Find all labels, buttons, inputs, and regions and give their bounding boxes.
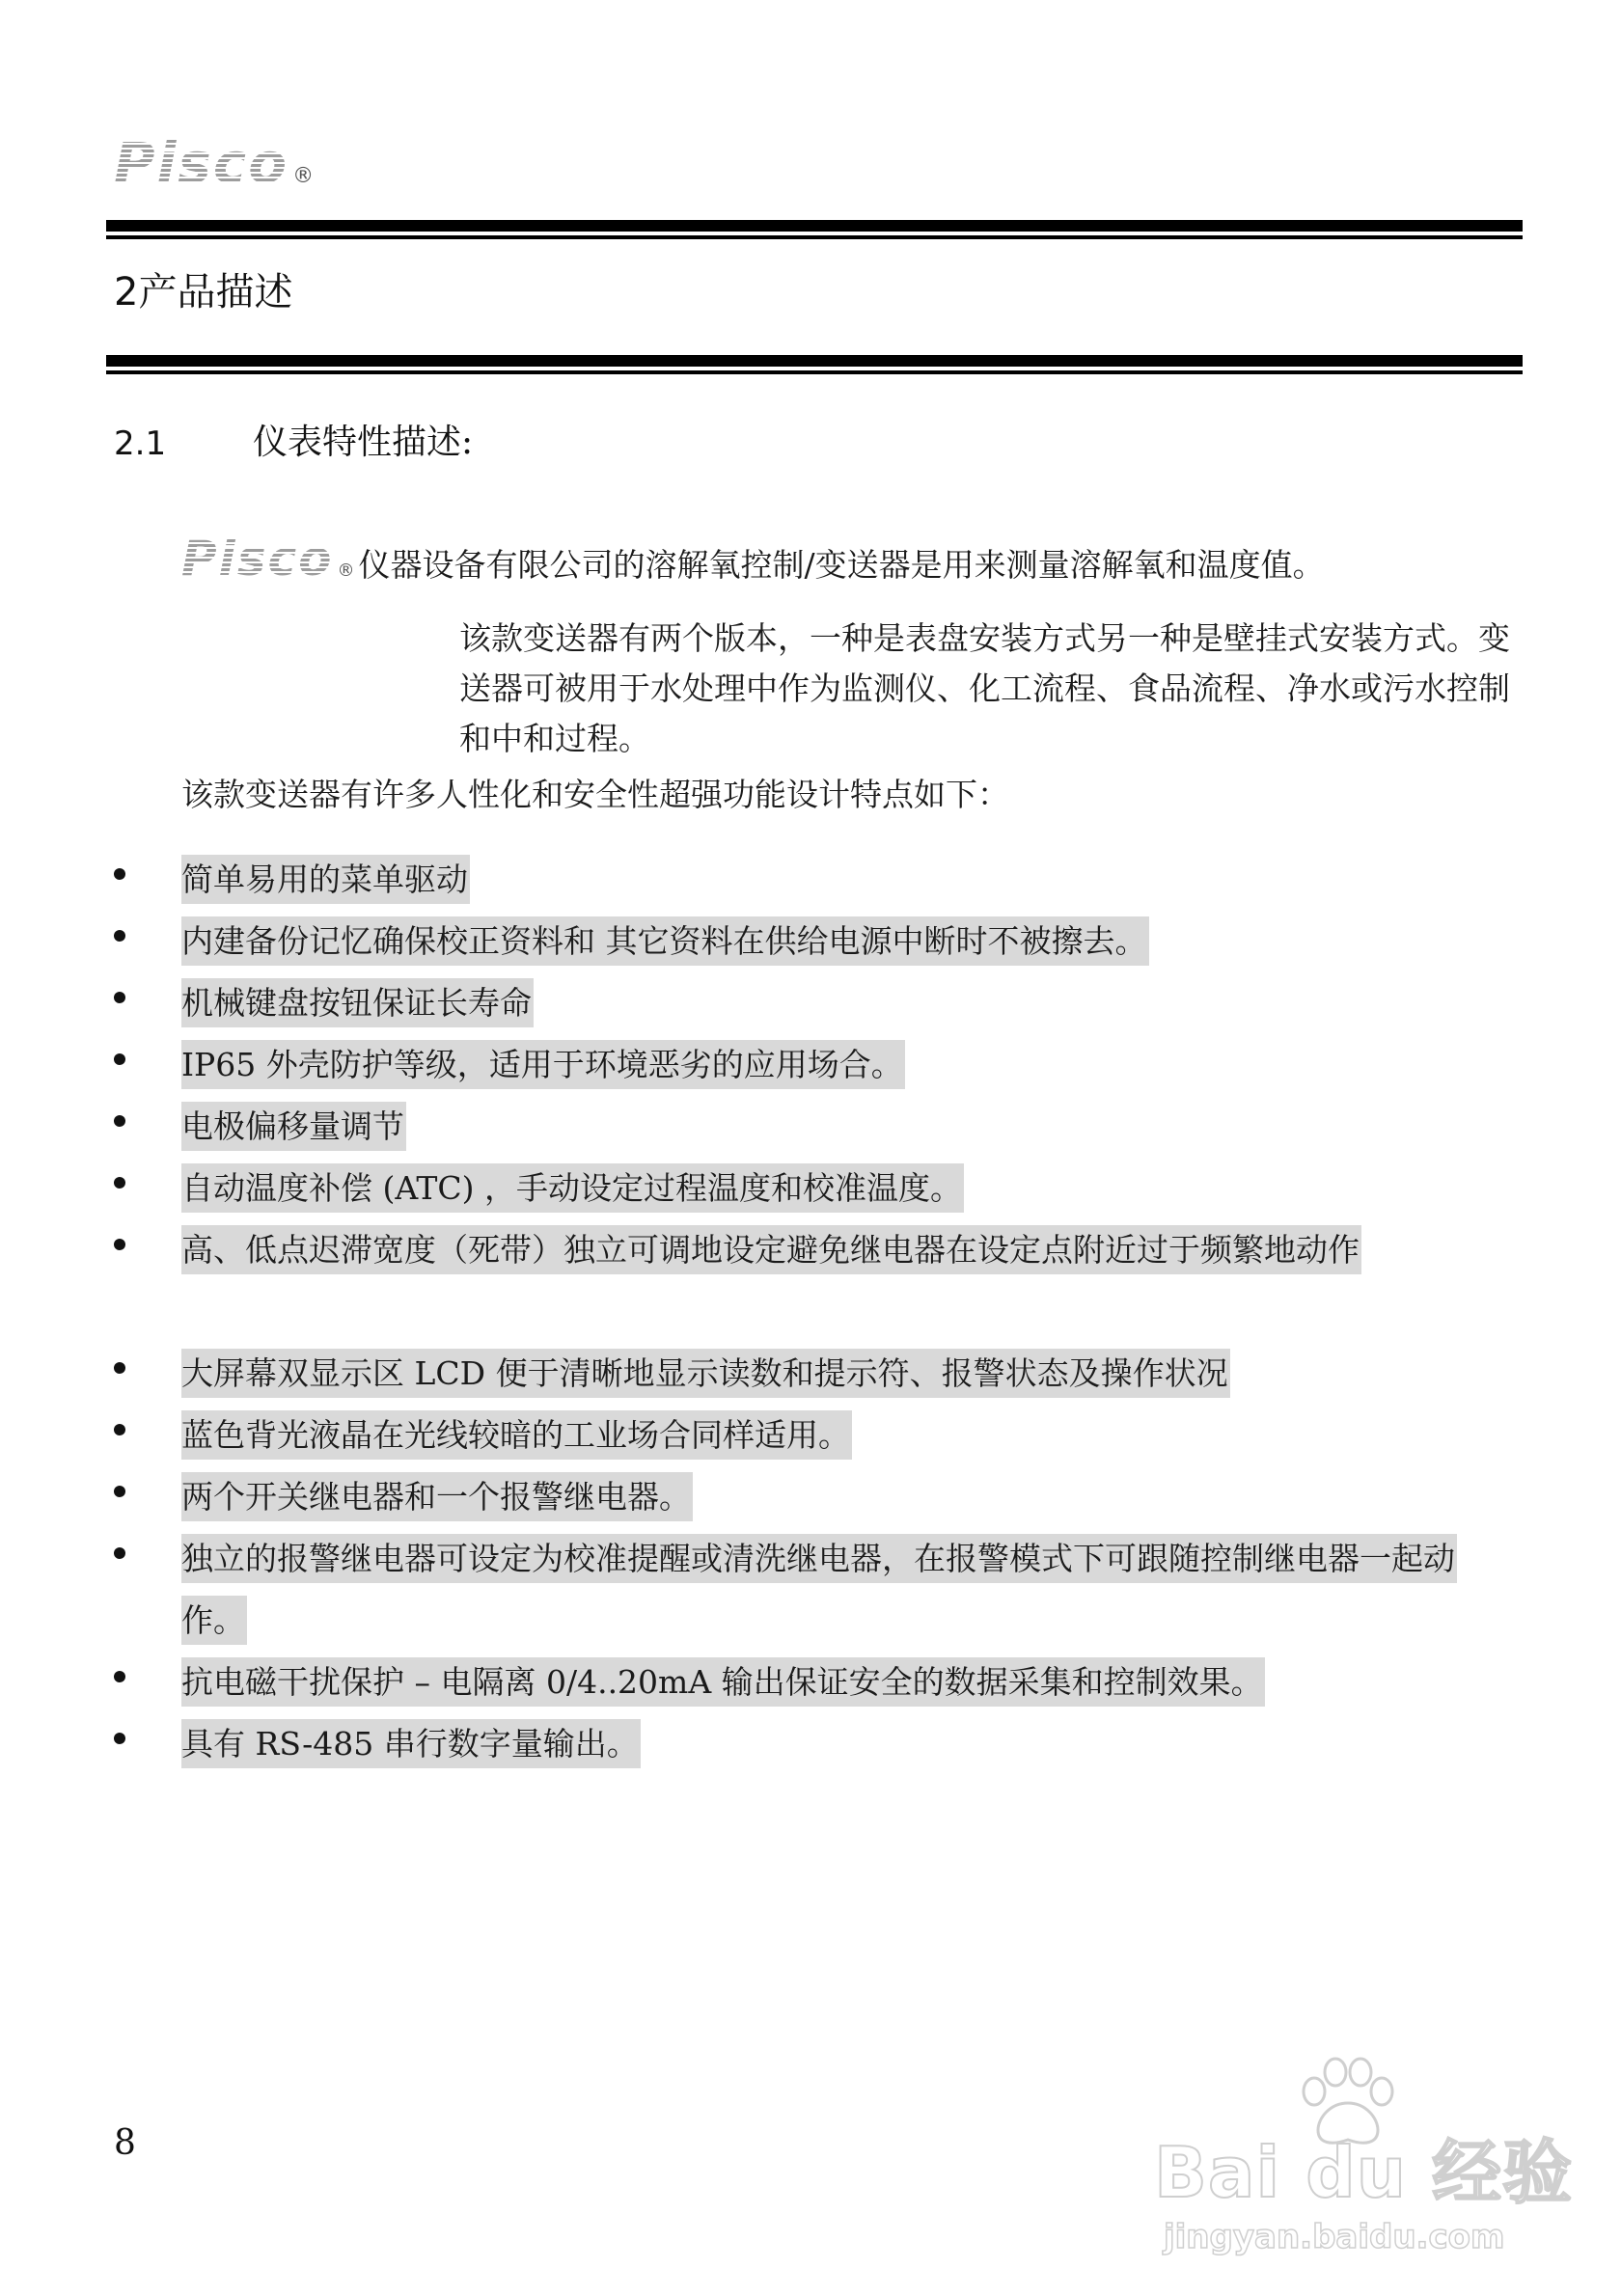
bullet-icon — [114, 1486, 125, 1497]
bullet-icon — [114, 1547, 125, 1559]
description-paragraph: 该款变送器有两个版本，一种是表盘安装方式另一种是壁挂式安装方式。变送器可被用于水处理中作为监测仪、化工流程、食品流程、净水或污水控制和中和过程。 — [459, 619, 1510, 757]
feature-text: 独立的报警继电器可设定为校准提醒或清洗继电器，在报警模式下可跟随控制继电器一起动作。 — [181, 1534, 1457, 1645]
baidu-watermark — [1154, 2055, 1574, 2257]
bullet-icon — [114, 1177, 125, 1189]
bullet-icon — [114, 992, 125, 1003]
header-rule-bottom — [106, 355, 1523, 374]
bullet-icon — [114, 1115, 125, 1127]
section-number: 2.1 — [114, 424, 167, 463]
bullet-icon — [114, 1362, 125, 1374]
feature-text: 抗电磁干扰保护 – 电隔离 0/4..20mA 输出保证安全的数据采集和控制效果。 — [181, 1657, 1265, 1707]
feature-text: 内建备份记忆确保校正资料和 其它资料在供给电源中断时不被擦去。 — [181, 916, 1149, 966]
feature-text: 机械键盘按钮保证长寿命 — [181, 978, 534, 1027]
feature-text: 具有 RS-485 串行数字量输出。 — [181, 1719, 641, 1768]
header-logo — [114, 130, 315, 196]
bullet-icon — [114, 1053, 125, 1065]
bullet-icon — [114, 1239, 125, 1250]
feature-text: 两个开关继电器和一个报警继电器。 — [181, 1472, 693, 1521]
feature-text: 简单易用的菜单驱动 — [181, 855, 470, 904]
intro-sentence: 仪器设备有限公司的溶解氧控制/变送器是用来测量溶解氧和温度值。 — [358, 546, 1325, 584]
intro-line — [181, 531, 1325, 587]
section-title: 仪表特性描述: — [253, 423, 474, 462]
watermark-brand: Bai du 经验 — [1154, 2132, 1574, 2213]
inline-logo — [181, 531, 355, 587]
bullet-icon — [114, 1424, 125, 1435]
feature-text: 高、低点迟滞宽度（死带）独立可调地设定避免继电器在设定点附近过于频繁地动作 — [181, 1225, 1361, 1274]
feature-text: 大屏幕双显示区 LCD 便于清晰地显示读数和提示符、报警状态及操作状况 — [181, 1349, 1230, 1398]
feature-text: 自动温度补偿 (ATC) ，手动设定过程温度和校准温度。 — [181, 1163, 964, 1213]
page-number: 8 — [114, 2123, 136, 2163]
feature-text: 蓝色背光液晶在光线较暗的工业场合同样适用。 — [181, 1410, 852, 1460]
pisco-logo-wordmark: Pisco — [114, 130, 289, 196]
bullet-icon — [114, 1733, 125, 1744]
chapter-title: 2产品描述 — [114, 270, 293, 314]
feature-text: 电极偏移量调节 — [181, 1102, 406, 1151]
header-rule-top — [106, 220, 1523, 239]
bullet-icon — [114, 930, 125, 942]
bullet-icon — [114, 868, 125, 880]
watermark-url: jingyan.baidu.com — [1164, 2218, 1505, 2256]
bullet-icon — [114, 1671, 125, 1682]
inline-registered-mark: ® — [337, 560, 355, 581]
feature-text: IP65 外壳防护等级，适用于环境恶劣的应用场合。 — [181, 1040, 905, 1089]
features-intro: 该款变送器有许多人性化和安全性超强功能设计特点如下： — [181, 776, 1009, 813]
pisco-inline-wordmark: Pisco — [181, 531, 334, 587]
registered-mark: ® — [292, 164, 315, 188]
